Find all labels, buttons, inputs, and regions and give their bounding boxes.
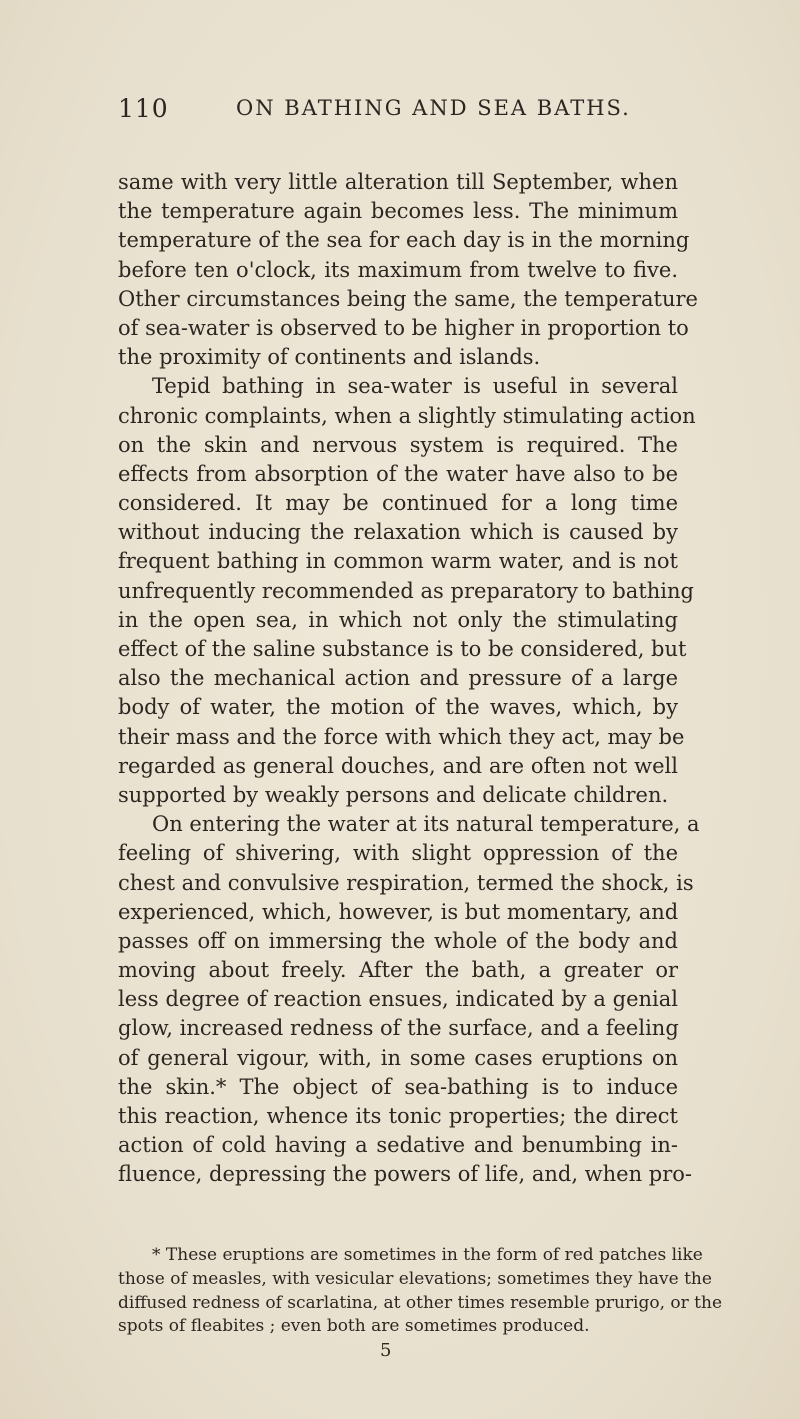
text-line: also the mechanical action and pressure of a large bbox=[118, 666, 678, 691]
text-line: chronic complaints, when a slightly stimulating action bbox=[118, 403, 696, 428]
text-line: considered. It may be continued for a long time bbox=[118, 491, 678, 516]
text-line: Other circumstances being the same, the temperature bbox=[118, 286, 698, 311]
text-line: of sea-water is observed to be higher in proportion to bbox=[118, 315, 689, 340]
page-number: 110 bbox=[118, 94, 169, 123]
body-text bbox=[118, 168, 700, 1190]
text-line: moving about freely. After the bath, a greater or bbox=[118, 958, 678, 983]
text-line: body of water, the motion of the waves, which, by bbox=[118, 695, 678, 720]
text-line: same with very little alteration till September, when bbox=[118, 170, 678, 194]
text-line: glow, increased redness of the surface, and a feeling bbox=[118, 1016, 679, 1041]
text-line: fluence, depressing the powers of life, and, when pro- bbox=[118, 1162, 693, 1187]
footnote-line: those of measles, with vesicular elevations; sometimes they have the bbox=[118, 1268, 712, 1289]
footnote bbox=[118, 1244, 722, 1339]
footnote-line: * These eruptions are sometimes in the form of red patches like bbox=[152, 1245, 703, 1265]
text-line: without inducing the relaxation which is caused by bbox=[118, 520, 678, 545]
text-line: supported by weakly persons and delicate children. bbox=[118, 782, 669, 807]
paragraph-start: On entering the water at its natural temperature, a bbox=[152, 812, 700, 837]
footnote-line: diffused redness of scarlatina, at other times resemble prurigo, or the bbox=[118, 1292, 722, 1313]
text-line: the skin.* The object of sea-bathing is to induce bbox=[118, 1074, 678, 1099]
text-line: the temperature again becomes less. The minimum bbox=[118, 199, 678, 224]
text-line: chest and convulsive respiration, termed the shock, is bbox=[118, 870, 694, 895]
text-line: in the open sea, in which not only the stimulating bbox=[118, 607, 678, 632]
text-line: less degree of reaction ensues, indicated by a genial bbox=[118, 987, 678, 1012]
text-line: unfrequently recommended as preparatory to bathing bbox=[118, 578, 694, 603]
text-line: this reaction, whence its tonic properties; the direct bbox=[118, 1104, 678, 1128]
text-line: regarded as general douches, and are often not well bbox=[118, 753, 678, 778]
text-line: action of cold having a sedative and benumbing in- bbox=[118, 1133, 678, 1158]
text-line: their mass and the force with which they act, may be bbox=[118, 724, 685, 749]
text-line: temperature of the sea for each day is in the morning bbox=[118, 228, 690, 253]
text-line: experienced, which, however, is but momentary, and bbox=[118, 899, 679, 924]
text-line: passes off on immersing the whole of the body and bbox=[118, 928, 678, 953]
text-line: the proximity of continents and islands. bbox=[118, 345, 541, 370]
page-header bbox=[118, 94, 658, 128]
text-line: before ten o'clock, its maximum from twelve to five. bbox=[118, 257, 678, 282]
text-line: on the skin and nervous system is required. The bbox=[118, 432, 678, 457]
text-line: effect of the saline substance is to be considered, but bbox=[118, 637, 687, 661]
paragraph-start: Tepid bathing in sea-water is useful in several bbox=[152, 374, 678, 399]
text-line: of general vigour, with, in some cases eruptions on bbox=[118, 1045, 678, 1070]
running-title: ON BATHING AND SEA BATHS. bbox=[236, 96, 631, 120]
signature-mark: 5 bbox=[380, 1340, 392, 1361]
text-line: effects from absorption of the water have also to be bbox=[118, 461, 678, 486]
footnote-line: spots of fleabites ; even both are sometimes produced. bbox=[118, 1316, 590, 1337]
text-line: feeling of shivering, with slight oppression of the bbox=[118, 841, 678, 866]
text-line: frequent bathing in common warm water, and is not bbox=[118, 549, 678, 574]
